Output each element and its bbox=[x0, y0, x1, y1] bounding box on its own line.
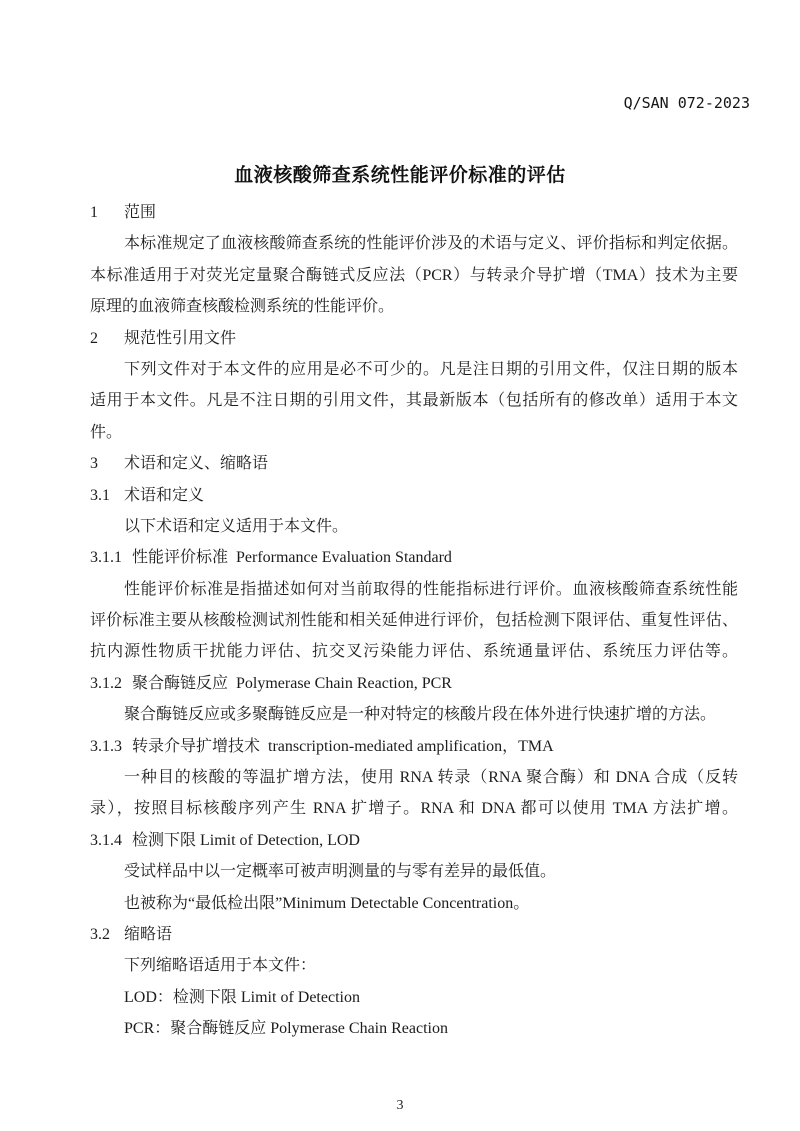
section-label: 术语和定义 bbox=[124, 486, 205, 504]
paragraph-line: 评价标准主要从核酸检测试剂性能和相关延伸进行评价，包括检测下限评估、重复性评估、 bbox=[90, 612, 738, 630]
document-title: 血液核酸筛查系统性能评价标准的评估 bbox=[234, 165, 566, 186]
paragraph-line: 本标准适用于对荧光定量聚合酶链式反应法（PCR）与转录介导扩增（TMA）技术为主要 bbox=[90, 266, 738, 284]
section-heading bbox=[90, 668, 738, 699]
section-number: 3.1.3 bbox=[90, 737, 122, 755]
paragraph-line: 适用于本文件。凡是不注日期的引用文件，其最新版本（包括所有的修改单）适用于本文 bbox=[90, 392, 738, 410]
section-label: 性能评价标准 Performance Evaluation Standard bbox=[132, 549, 452, 567]
section-heading bbox=[90, 731, 738, 762]
paragraph-line: 下列文件对于本文件的应用是必不可少的。凡是注日期的引用文件，仅注日期的版本 bbox=[124, 360, 738, 378]
section-heading bbox=[90, 919, 738, 950]
section-label: 检测下限 Limit of Detection, LOD bbox=[132, 831, 360, 849]
paragraph-line: 受试样品中以一定概率可被声明测量的与零有差异的最低值。 bbox=[124, 863, 557, 881]
paragraph-line: PCR：聚合酶链反应 Polymerase Chain Reaction bbox=[124, 1020, 448, 1038]
section-label: 范围 bbox=[124, 204, 157, 221]
paragraph-line: LOD：检测下限 Limit of Detection bbox=[124, 988, 360, 1006]
page-footer bbox=[0, 1096, 800, 1115]
section-heading bbox=[90, 542, 738, 573]
section-label: 术语和定义、缩略语 bbox=[124, 455, 269, 473]
paragraph-line: 聚合酶链反应或多聚酶链反应是一种对特定的核酸片段在体外进行快速扩增的方法。 bbox=[124, 706, 717, 724]
paragraph-line: 原理的血液筛查核酸检测系统的性能评价。 bbox=[90, 298, 395, 316]
section-label: 转录介导扩增技术 transcription-mediated amplification，TMA bbox=[132, 737, 554, 755]
paragraph-line: 下列缩略语适用于本文件： bbox=[124, 957, 317, 975]
section-number: 3 bbox=[90, 455, 98, 473]
section-number: 3.1 bbox=[90, 486, 110, 504]
paragraph-line: 以下术语和定义适用于本文件。 bbox=[124, 517, 349, 535]
section-label: 规范性引用文件 bbox=[124, 329, 237, 347]
section-label: 聚合酶链反应 Polymerase Chain Reaction, PCR bbox=[132, 674, 452, 692]
page-number: 3 bbox=[396, 1098, 404, 1113]
section-number: 3.2 bbox=[90, 925, 110, 943]
section-heading bbox=[90, 323, 738, 354]
section-label: 缩略语 bbox=[124, 925, 173, 943]
section-heading bbox=[90, 480, 738, 511]
paragraph-line: 抗内源性物质干扰能力评估、抗交叉污染能力评估、系统通量评估、系统压力评估等。 bbox=[90, 643, 738, 661]
paragraph-line: 件。 bbox=[90, 423, 123, 441]
section-number: 3.1.2 bbox=[90, 674, 122, 692]
page-header bbox=[0, 95, 750, 112]
section-heading bbox=[90, 448, 738, 479]
section-number: 2 bbox=[90, 329, 98, 347]
paragraph-line: 也被称为“最低检出限”Minimum Detectable Concentration。 bbox=[124, 894, 530, 912]
document-code: Q/SAN 072-2023 bbox=[623, 94, 750, 112]
section-number: 1 bbox=[90, 204, 98, 221]
section-heading bbox=[90, 825, 738, 856]
paragraph-line: 录），按照目标核酸序列产生 RNA 扩增子。RNA 和 DNA 都可以使用 TMA 方法扩增。 bbox=[90, 800, 738, 818]
paragraph-line: 本标准规定了血液核酸筛查系统的性能评价涉及的术语与定义、评价指标和判定依据。 bbox=[124, 235, 738, 253]
document-body bbox=[90, 197, 738, 1045]
paragraph-line: 一种目的核酸的等温扩增方法，使用 RNA 转录（RNA 聚合酶）和 DNA 合成（反转 bbox=[124, 769, 738, 787]
section-number: 3.1.1 bbox=[90, 549, 122, 567]
section-heading bbox=[90, 197, 738, 228]
section-number: 3.1.4 bbox=[90, 831, 122, 849]
paragraph-line: 性能评价标准是指描述如何对当前取得的性能指标进行评价。血液核酸筛查系统性能 bbox=[124, 580, 738, 598]
